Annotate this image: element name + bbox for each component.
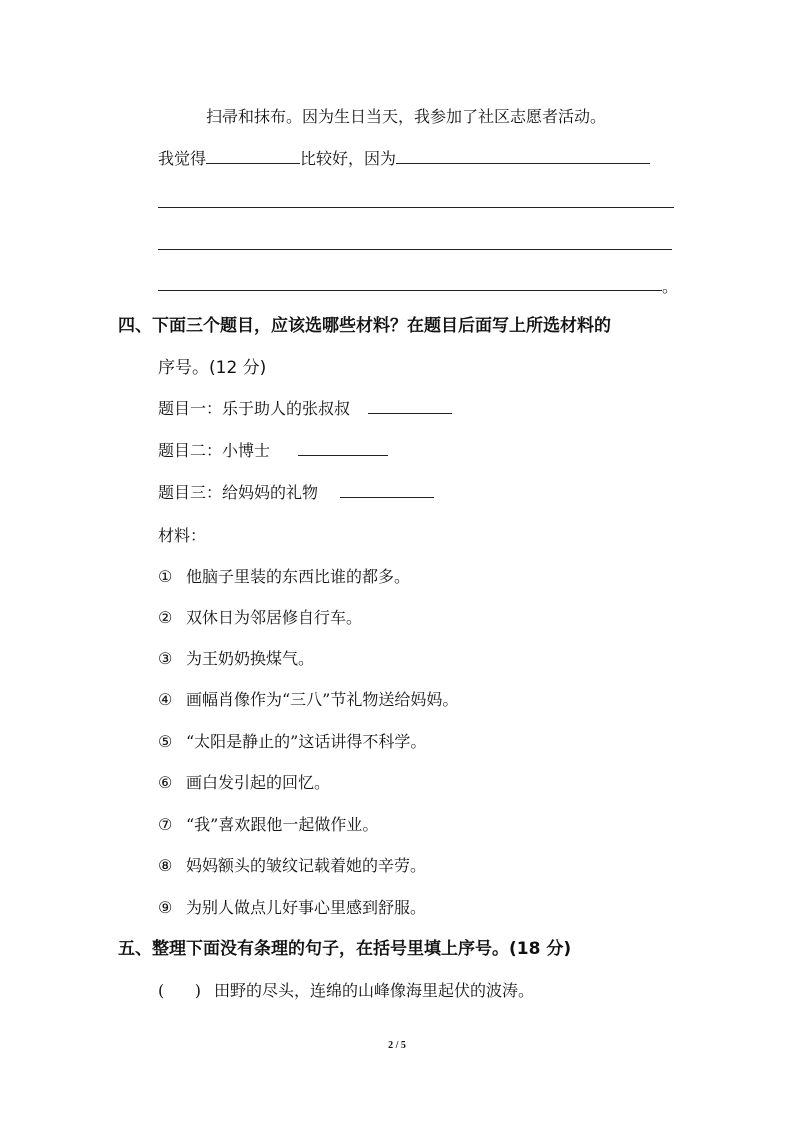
topic-1-label: 题目一：乐于助人的张叔叔 <box>158 399 351 418</box>
sentence-text: 田野的尽头，连绵的山峰像海里起伏的波涛。 <box>214 981 535 1000</box>
material-item <box>158 607 362 629</box>
topic-1-blank[interactable] <box>368 398 452 414</box>
topic-2-blank[interactable] <box>298 440 388 456</box>
topic-2 <box>158 440 388 462</box>
order-paren-input[interactable]: ( ) <box>158 981 201 1000</box>
material-item <box>158 772 330 794</box>
reason-blank-1[interactable] <box>396 148 650 164</box>
material-number: ⑤ <box>158 732 173 751</box>
material-text: 为王奶奶换煤气。 <box>186 649 315 668</box>
answer-prefix: 我觉得 <box>158 149 207 168</box>
material-text: 画幅肖像作为“三八”节礼物送给妈妈。 <box>186 690 459 709</box>
material-number: ⑦ <box>158 815 173 834</box>
material-text: 为别人做点儿好事心里感到舒服。 <box>186 898 427 917</box>
section5-heading: 五、整理下面没有条理的句子，在括号里填上序号。(18 分) <box>118 939 572 959</box>
material-item <box>158 731 426 753</box>
material-number: ⑨ <box>158 898 173 917</box>
topic-3-label: 题目三：给妈妈的礼物 <box>158 483 319 502</box>
material-item <box>158 855 426 877</box>
material-item <box>158 566 410 588</box>
section4-heading-line1: 四、下面三个题目，应该选哪些材料？在题目后面写上所选材料的 <box>118 316 611 336</box>
reason-blank-4[interactable] <box>158 290 662 291</box>
reason-blank-2[interactable] <box>158 207 674 208</box>
continued-text-line: 扫帚和抹布。因为生日当天，我参加了社区志愿者活动。 <box>206 107 607 126</box>
reason-blank-3[interactable] <box>158 249 672 250</box>
answer-line-1 <box>158 148 650 170</box>
material-text: “我”喜欢跟他一起做作业。 <box>186 815 379 834</box>
section4-heading-line2: 序号。(12 分) <box>158 358 267 378</box>
page-number: 2 / 5 <box>388 1040 406 1051</box>
material-text: 妈妈额头的皱纹记载着她的辛劳。 <box>186 856 427 875</box>
topic-1 <box>158 398 452 420</box>
sentence-item <box>158 980 534 1002</box>
material-number: ① <box>158 567 173 586</box>
choice-blank[interactable] <box>206 148 300 164</box>
material-number: ⑧ <box>158 856 173 875</box>
material-text: 画白发引起的回忆。 <box>186 773 331 792</box>
answer-mid: 比较好，因为 <box>300 149 397 168</box>
end-period: 。 <box>662 277 679 296</box>
topic-3 <box>158 482 434 504</box>
material-number: ④ <box>158 690 173 709</box>
material-number: ③ <box>158 649 173 668</box>
materials-label: 材料： <box>158 526 207 545</box>
material-item <box>158 897 426 919</box>
material-number: ② <box>158 608 173 627</box>
material-item <box>158 689 458 711</box>
material-text: “太阳是静止的”这话讲得不科学。 <box>186 732 427 751</box>
material-text: 他脑子里装的东西比谁的都多。 <box>186 567 411 586</box>
material-item <box>158 648 314 670</box>
topic-3-blank[interactable] <box>340 482 434 498</box>
material-number: ⑥ <box>158 773 173 792</box>
topic-2-label: 题目二：小博士 <box>158 441 271 460</box>
material-text: 双休日为邻居修自行车。 <box>186 608 363 627</box>
material-item <box>158 814 378 836</box>
